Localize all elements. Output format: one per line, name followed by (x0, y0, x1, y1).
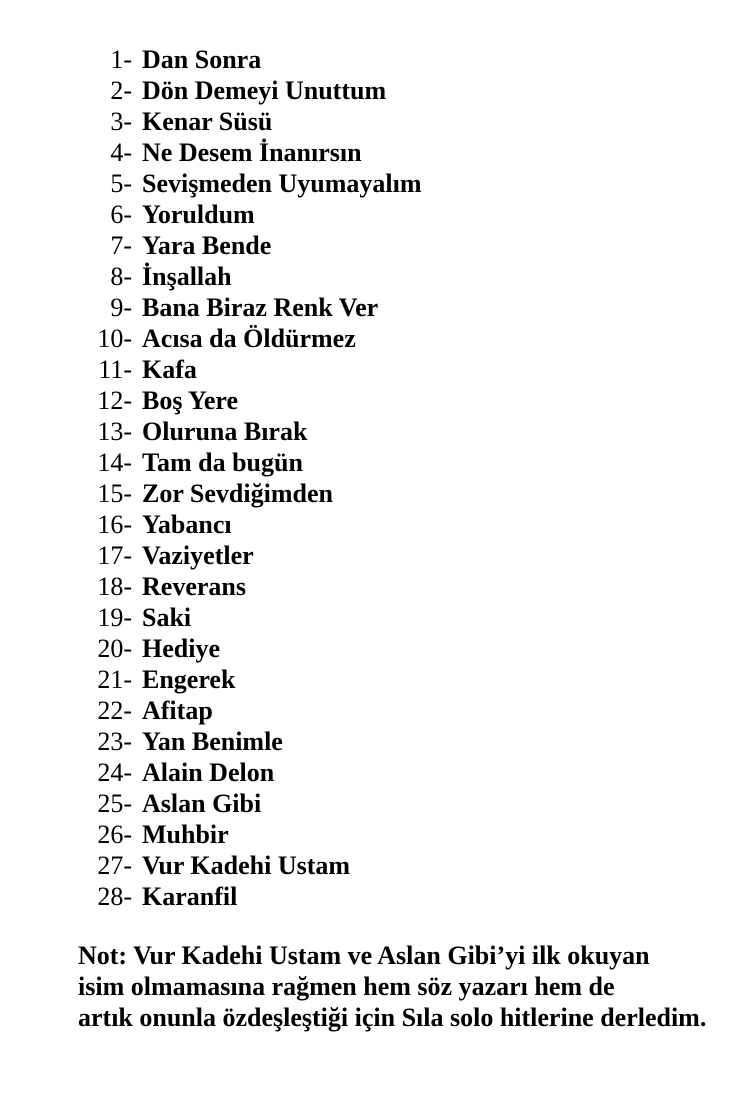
track-number: 9- (110, 293, 132, 322)
track-title: Yoruldum (142, 200, 255, 229)
track-number: 21- (97, 665, 132, 694)
list-item (80, 261, 750, 292)
track-number: 10- (97, 324, 132, 353)
list-item (80, 509, 750, 540)
track-number: 3- (110, 107, 132, 136)
track-number: 19- (97, 603, 132, 632)
track-title: Yan Benimle (142, 727, 283, 756)
track-title: Oluruna Bırak (142, 417, 308, 446)
track-number: 20- (97, 634, 132, 663)
track-title: Bana Biraz Renk Ver (142, 293, 379, 322)
track-title: Vaziyetler (142, 541, 254, 570)
track-title: Muhbir (142, 820, 229, 849)
list-item (80, 881, 750, 912)
track-number: 14- (97, 448, 132, 477)
list-item (80, 726, 750, 757)
track-title: Acısa da Öldürmez (142, 324, 356, 353)
list-item (80, 540, 750, 571)
track-title: Ne Desem İnanırsın (142, 138, 362, 167)
track-title: Aslan Gibi (142, 789, 262, 818)
list-item (80, 819, 750, 850)
note-line: artık onunla özdeşleştiği için Sıla solo hitlerine derledim. (78, 1003, 707, 1032)
track-number: 1- (110, 45, 132, 74)
track-number: 6- (110, 200, 132, 229)
track-title: Dön Demeyi Unuttum (142, 76, 387, 105)
list-item (80, 447, 750, 478)
track-title: Engerek (142, 665, 236, 694)
track-title: Karanfil (142, 882, 238, 911)
track-number: 11- (98, 355, 132, 384)
track-number: 16- (97, 510, 132, 539)
list-item (80, 788, 750, 819)
note-line: isim olmamasına rağmen hem söz yazarı hem de (78, 972, 615, 1001)
list-item (80, 75, 750, 106)
list-item (80, 416, 750, 447)
track-title: Reverans (142, 572, 246, 601)
list-item (80, 199, 750, 230)
list-item (80, 478, 750, 509)
track-number: 12- (97, 386, 132, 415)
list-item (80, 633, 750, 664)
track-title: Hediye (142, 634, 220, 663)
track-number: 13- (97, 417, 132, 446)
list-item (80, 168, 750, 199)
track-title: Yara Bende (142, 231, 272, 260)
track-number: 5- (110, 169, 132, 198)
track-number: 23- (97, 727, 132, 756)
track-number: 8- (110, 262, 132, 291)
list-item (80, 44, 750, 75)
track-number: 24- (97, 758, 132, 787)
track-number: 15- (97, 479, 132, 508)
list-item (80, 230, 750, 261)
track-number: 26- (97, 820, 132, 849)
track-number: 28- (97, 882, 132, 911)
track-title: Kenar Süsü (142, 107, 273, 136)
track-title: Zor Sevdiğimden (142, 479, 333, 508)
list-item (80, 354, 750, 385)
track-title: İnşallah (142, 262, 232, 291)
list-item (80, 757, 750, 788)
track-title: Kafa (142, 355, 197, 384)
track-title: Saki (142, 603, 192, 632)
track-title: Tam da bugün (142, 448, 303, 477)
note-line: Not: Vur Kadehi Ustam ve Aslan Gibi’yi ilk okuyan (78, 941, 650, 970)
track-title: Yabancı (142, 510, 232, 539)
track-title: Sevişmeden Uyumayalım (142, 169, 422, 198)
track-number: 18- (97, 572, 132, 601)
note (78, 940, 750, 1033)
track-number: 27- (97, 851, 132, 880)
track-number: 22- (97, 696, 132, 725)
track-number: 17- (97, 541, 132, 570)
list-item (80, 323, 750, 354)
track-number: 7- (110, 231, 132, 260)
list-item (80, 385, 750, 416)
track-number: 25- (97, 789, 132, 818)
track-title: Vur Kadehi Ustam (142, 851, 351, 880)
list-item (80, 137, 750, 168)
list-item (80, 292, 750, 323)
track-number: 4- (110, 138, 132, 167)
track-title: Dan Sonra (142, 45, 262, 74)
list-item (80, 106, 750, 137)
list-item (80, 602, 750, 633)
list-item (80, 571, 750, 602)
list-item (80, 664, 750, 695)
track-title: Boş Yere (142, 386, 239, 415)
track-number: 2- (110, 76, 132, 105)
track-title: Afitap (142, 696, 213, 725)
list-item (80, 850, 750, 881)
track-title: Alain Delon (142, 758, 275, 787)
list-item (80, 695, 750, 726)
